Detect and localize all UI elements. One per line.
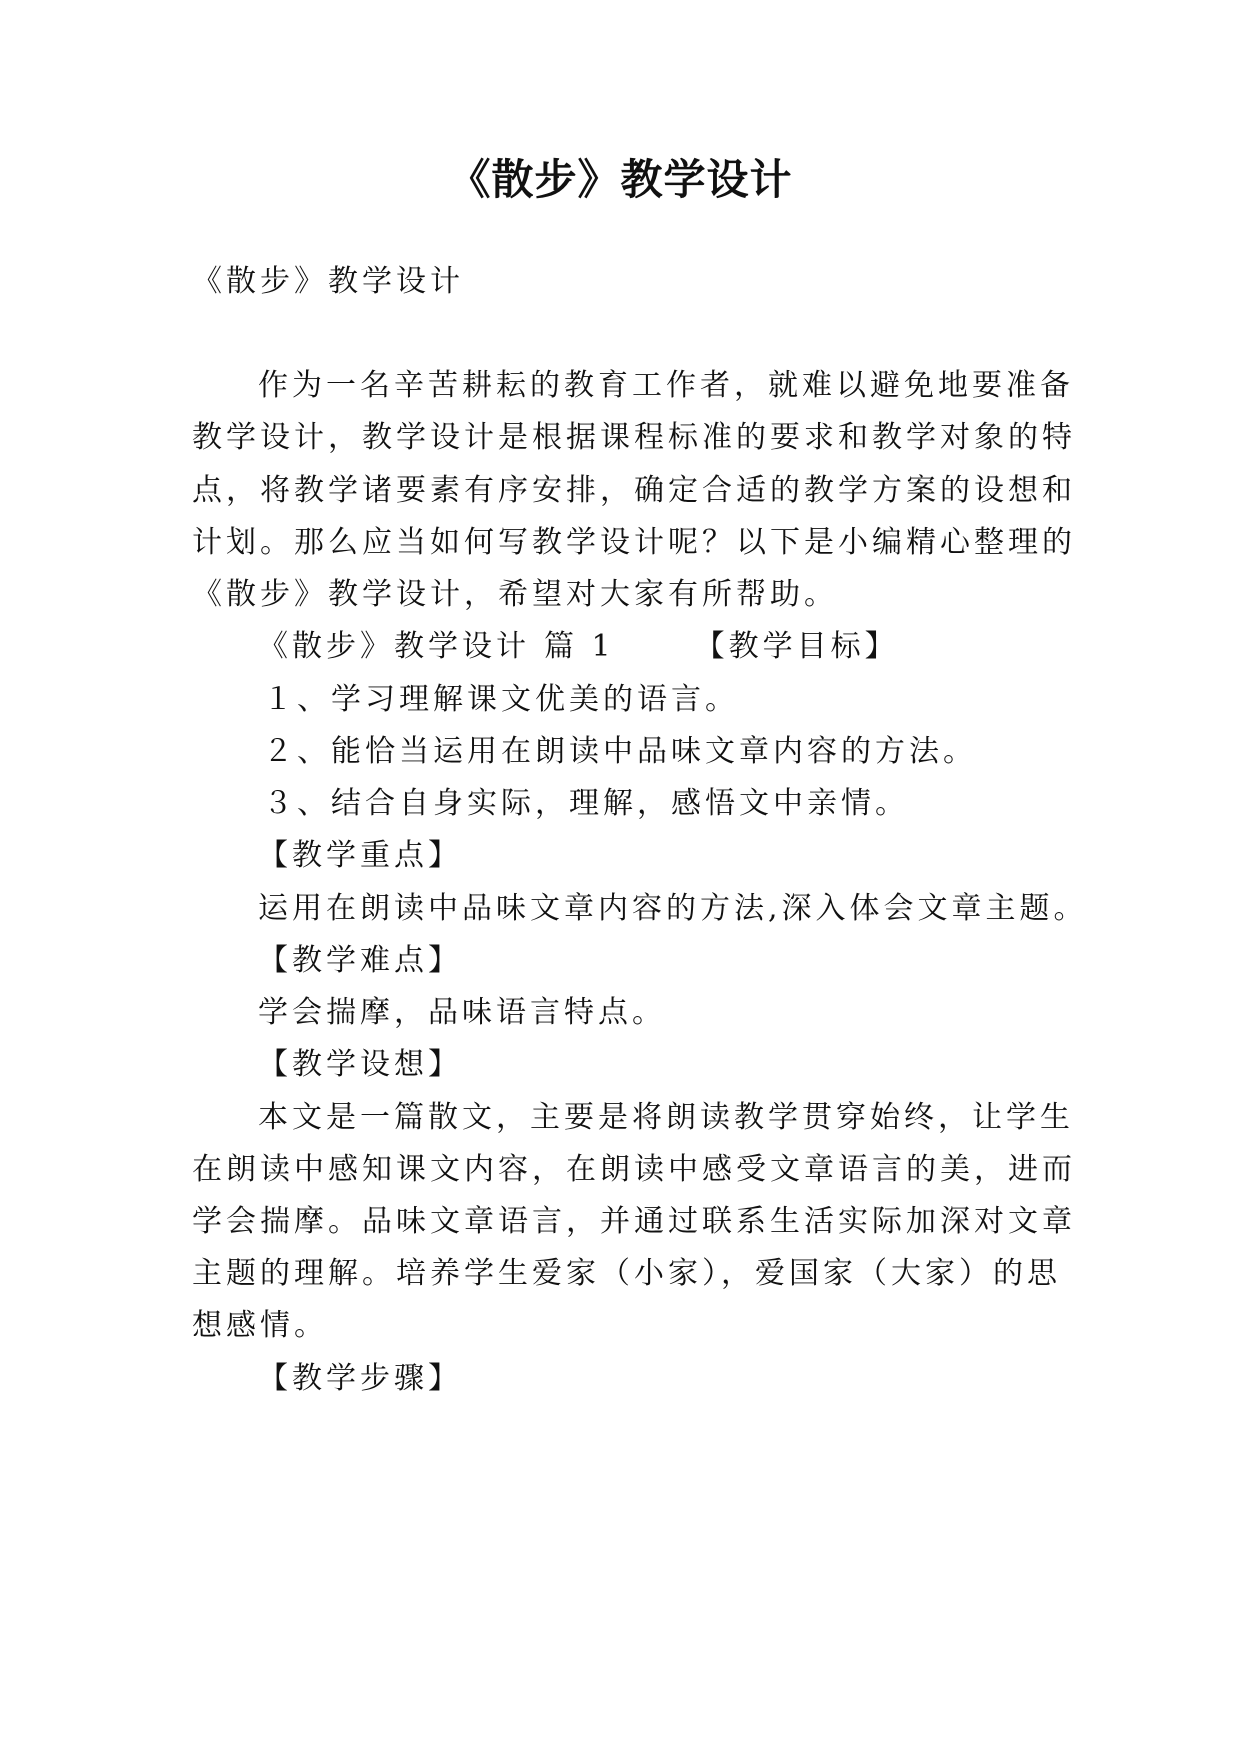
objective-item: ３、结合自身实际，理解，感悟文中亲情。 <box>263 786 909 821</box>
concept-line: 本文是一篇散文，主要是将朗读教学贯穿始终，让学生 <box>258 1100 1074 1135</box>
concept-heading: 【教学设想】 <box>258 1047 462 1082</box>
concept-line: 主题的理解。培养学生爱家（小家），爱国家（大家）的思 <box>192 1256 1061 1291</box>
objective-item: ２、能恰当运用在朗读中品味文章内容的方法。 <box>263 734 977 769</box>
intro-line: 点，将教学诸要素有序安排，确定合适的教学方案的设想和 <box>192 473 1076 508</box>
objectives-heading: 【教学目标】 <box>694 629 899 664</box>
intro-line: 教学设计，教学设计是根据课程标准的要求和教学对象的特 <box>192 420 1076 455</box>
steps-heading: 【教学步骤】 <box>258 1361 462 1396</box>
section-number: 篇 1 <box>544 629 615 664</box>
intro-line: 计划。那么应当如何写教学设计呢？以下是小编精心整理的 <box>192 525 1076 560</box>
intro-line: 作为一名辛苦耕耘的教育工作者，就难以避免地要准备 <box>258 368 1074 403</box>
concept-line: 想感情。 <box>192 1308 328 1343</box>
section-label: 《散步》教学设计 <box>258 629 530 664</box>
key-points-heading: 【教学重点】 <box>258 838 462 873</box>
intro-line: 《散步》教学设计，希望对大家有所帮助。 <box>192 577 838 612</box>
concept-line: 学会揣摩。品味文章语言，并通过联系生活实际加深对文章 <box>192 1204 1076 1239</box>
objective-item: １、学习理解课文优美的语言。 <box>263 682 739 717</box>
document-title: 《散步》教学设计 <box>448 155 793 204</box>
key-points-text: 运用在朗读中品味文章内容的方法,深入体会文章主题。 <box>258 891 1088 926</box>
document-subtitle: 《散步》教学设计 <box>192 264 464 299</box>
concept-line: 在朗读中感知课文内容，在朗读中感受文章语言的美，进而 <box>192 1152 1076 1187</box>
difficulties-heading: 【教学难点】 <box>258 943 462 978</box>
difficulties-text: 学会揣摩，品味语言特点。 <box>258 995 666 1030</box>
section-header-line <box>258 627 1128 667</box>
